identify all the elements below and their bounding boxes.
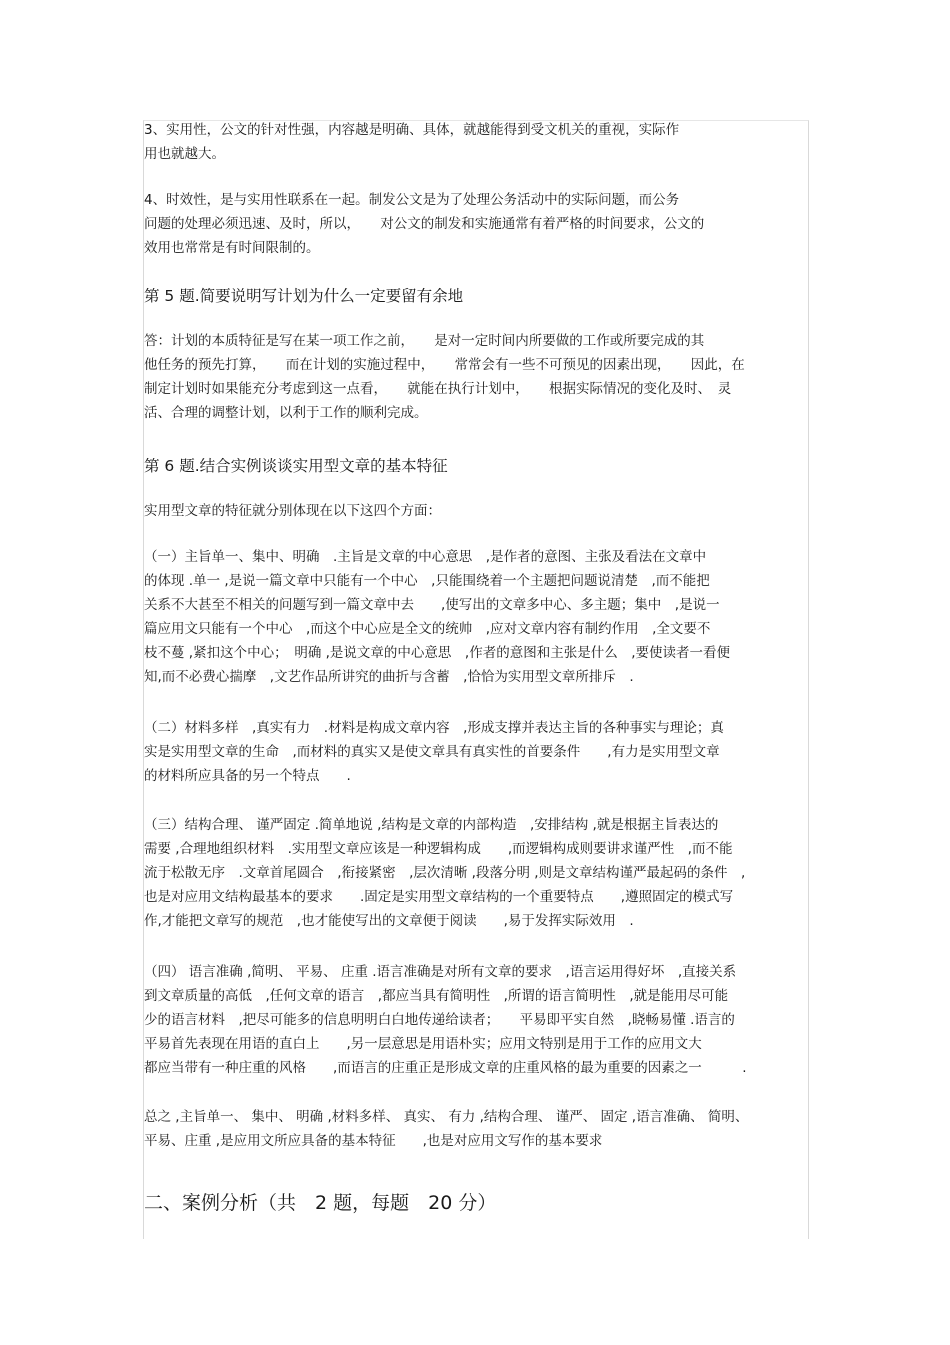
text-line: 用也就越大。	[144, 146, 225, 162]
text-line: 关系不大甚至不相关的问题写到一篇文章中去 ,使写出的文章多中心、多主题；集中 ,是说一	[144, 597, 720, 613]
text-line: 也是对应用文结构最基本的要求 .固定是实用型文章结构的一个重要特点 ,遵照固定的模式写	[144, 889, 734, 905]
text-line: 篇应用文只能有一个中心 ,而这个中心应是全文的统帅 ,应对文章内容有制约作用 ,全文要不	[144, 621, 711, 637]
text-line: 总之 ,主旨单一、 集中、 明确 ,材料多样、 真实、 有力 ,结构合理、 谨严、 固定 ,语言准确、 简明、	[144, 1109, 749, 1125]
text-line: 制定计划时如果能充分考虑到这一点看， 就能在执行计划中， 根据实际情况的变化及时、 灵	[144, 381, 732, 397]
point-2-materials	[144, 716, 724, 788]
text-line: 他任务的预先打算， 而在计划的实施过程中， 常常会有一些不可预见的因素出现， 因此，在	[144, 357, 745, 373]
paragraph-practicality	[144, 118, 679, 166]
text-line: 枝不蔓 ,紧扣这个中心； 明确 ,是说文章的中心意思 ,作者的意图和主张是什么 ,要使读者一看便	[144, 645, 730, 661]
text-line: 到文章质量的高低 ,任何文章的语言 ,都应当具有简明性 ,所谓的语言简明性 ,就是能用尽可能	[144, 988, 729, 1004]
point-4-language	[144, 960, 747, 1080]
text-line: （三）结构合理、 谨严固定 .简单地说 ,结构是文章的内部构造 ,安排结构 ,就是根据主旨表达的	[144, 817, 719, 833]
question-6-heading: 第 6 题.结合实例谈谈实用型文章的基本特征	[144, 457, 448, 475]
answer-6-intro	[144, 499, 441, 523]
text-line: （四） 语言准确 ,简明、 平易、 庄重 .语言准确是对所有文章的要求 ,语言运用得好坏 ,直接关系	[144, 964, 737, 980]
text-line: （二）材料多样 ,真实有力 .材料是构成文章内容 ,形成支撑并表达主旨的各种事实与理论；真	[144, 720, 724, 736]
point-3-structure	[144, 813, 745, 933]
text-line: 作,才能把文章写的规范 ,也才能使写出的文章便于阅读 ,易于发挥实际效用 .	[144, 913, 634, 929]
text-line: 效用也常常是有时间限制的。	[144, 240, 320, 256]
text-line: 实用型文章的特征就分别体现在以下这四个方面：	[144, 503, 441, 519]
summary-paragraph	[144, 1105, 748, 1153]
text-line: 平易首先表现在用语的直白上 ,另一层意思是用语朴实；应用文特别是用于工作的应用文大	[144, 1036, 702, 1052]
text-line: 知,而不必费心揣摩 ,文艺作品所讲究的曲折与含蓄 ,恰恰为实用型文章所排斥 .	[144, 669, 634, 685]
text-line: 问题的处理必须迅速、及时，所以， 对公文的制发和实施通常有着严格的时间要求，公文的	[144, 216, 705, 232]
text-line: （一）主旨单一、集中、明确 .主旨是文章的中心意思 ,是作者的意图、主张及看法在文章中	[144, 549, 707, 565]
text-line: 需要 ,合理地组织材料 .实用型文章应该是一种逻辑构成 ,而逻辑构成则要讲求谨严性 ,而不能	[144, 841, 733, 857]
section-heading-case-analysis: 二、案例分析（共 2 题，每题 20 分）	[144, 1192, 497, 1214]
text-line: 实是实用型文章的生命 ,而材料的真实又是使文章具有真实性的首要条件 ,有力是实用型文章	[144, 744, 720, 760]
text-line: 少的语言材料 ,把尽可能多的信息明明白白地传递给读者； 平易即平实自然 ,晓畅易懂 .语言的	[144, 1012, 735, 1028]
text-line: 流于松散无序 .文章首尾圆合 ,衔接紧密 ,层次清晰 ,段落分明 ,则是文章结构谨严最起码的条件 ,	[144, 865, 746, 881]
text-line: 活、合理的调整计划，以利于工作的顺利完成。	[144, 405, 428, 421]
text-line: 都应当带有一种庄重的风格 ,而语言的庄重正是形成文章的庄重风格的最为重要的因素之一 .	[144, 1060, 747, 1076]
text-line: 答：计划的本质特征是写在某一项工作之前， 是对一定时间内所要做的工作或所要完成的其	[144, 333, 705, 349]
point-1-theme	[144, 545, 730, 689]
question-5-heading: 第 5 题.简要说明写计划为什么一定要留有余地	[144, 287, 464, 305]
answer-5	[144, 329, 745, 425]
text-line: 平易、庄重 ,是应用文所应具备的基本特征 ,也是对应用文写作的基本要求	[144, 1133, 603, 1149]
paragraph-timeliness	[144, 188, 704, 260]
text-line: 4、时效性，是与实用性联系在一起。制发公文是为了处理公务活动中的实际问题，而公务	[144, 192, 680, 208]
text-line: 的体现 .单一 ,是说一篇文章中只能有一个中心 ,只能围绕着一个主题把问题说清楚 ,而不能把	[144, 573, 710, 589]
text-line: 3、实用性，公文的针对性强，内容越是明确、具体，就越能得到受文机关的重视，实际作	[144, 122, 680, 138]
text-line: 的材料所应具备的另一个特点 .	[144, 768, 351, 784]
